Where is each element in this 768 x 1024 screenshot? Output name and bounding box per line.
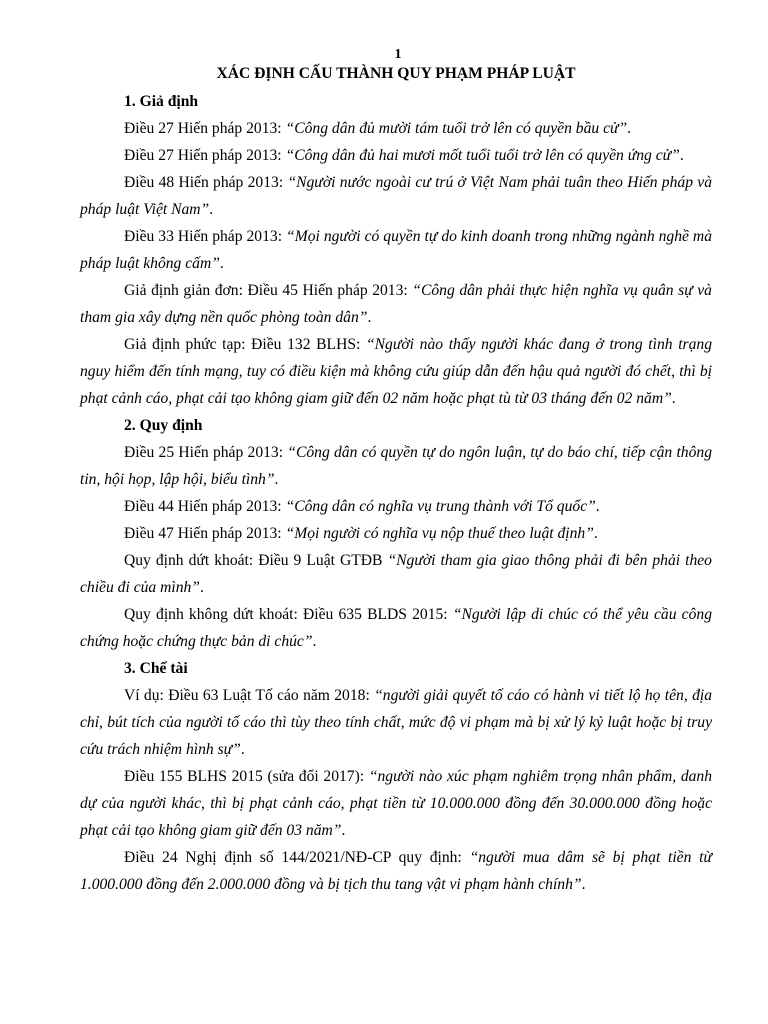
paragraph-quote: “Người tham gia giao thông phải đi bên phải theo chiều đi của mình” xyxy=(80,552,712,596)
paragraph-tail: . xyxy=(593,525,598,542)
paragraph-quote: “Mọi người có quyền tự do kinh doanh trong những ngành nghề mà pháp luật không cấm” xyxy=(80,228,712,272)
paragraph-quote: “Người nước ngoài cư trú ở Việt Nam phải tuân theo Hiến pháp và pháp luật Việt Nam” xyxy=(80,174,712,218)
paragraph-quote: “người giải quyết tố cáo có hành vi tiết lộ họ tên, địa chỉ, bút tích của người tố cáo thì tùy theo tính chất, mức độ vi phạm mà bị xử lý kỷ luật hoặc bị truy cứu trách nhiệm hình sự” xyxy=(80,687,712,758)
article-paragraph xyxy=(80,844,712,898)
paragraph-quote: “người mua dâm sẽ bị phạt tiền từ 1.000.000 đồng đến 2.000.000 đồng và bị tịch thu tang vật vi phạm hành chính” xyxy=(80,849,712,893)
section-quy-dinh xyxy=(80,412,712,655)
paragraph-lead: Điều 47 Hiến pháp 2013: xyxy=(124,525,286,542)
article-paragraph xyxy=(80,439,712,493)
paragraph-quote: “người nào xúc phạm nghiêm trọng nhân phẩm, danh dự của người khác, thì bị phạt cảnh cáo, phạt tiền từ 10.000.000 đồng đến 30.000.000 đồng hoặc phạt cải tạo không giam giữ đến 03 năm” xyxy=(80,768,713,839)
section-heading: 3. Chế tài xyxy=(124,660,188,677)
paragraph-lead: Quy định dứt khoát: Điều 9 Luật GTĐB xyxy=(124,552,388,569)
paragraph-quote: “Công dân đủ mười tám tuổi trở lên có quyền bầu cử” xyxy=(285,120,628,137)
paragraph-lead: Điều 27 Hiến pháp 2013: xyxy=(124,147,286,164)
paragraph-tail: . xyxy=(240,741,245,758)
paragraph-lead: Quy định không dứt khoát: Điều 635 BLDS 2015: xyxy=(124,606,453,623)
paragraph-quote: “Công dân đủ hai mươi mốt tuổi tuổi trở lên có quyền ứng cử” xyxy=(285,147,680,164)
paragraph-quote: “Công dân có quyền tự do ngôn luận, tự do báo chí, tiếp cận thông tin, hội họp, lập hội, biểu tình” xyxy=(80,444,712,488)
paragraph-quote: “Người nào thấy người khác đang ở trong tình trạng nguy hiểm đến tính mạng, tuy có điều kiện mà không cứu giúp dẫn đến hậu quả người đó chết, thì bị phạt cảnh cáo, phạt cải tạo không giam giữ đến 02 năm hoặc phạt tù từ 03 tháng đến 02 năm” xyxy=(80,336,712,407)
paragraph-tail: . xyxy=(312,633,317,650)
article-paragraph xyxy=(80,142,712,169)
paragraph-lead: Điều 24 Nghị định số 144/2021/NĐ-CP quy định: xyxy=(124,849,470,866)
paragraph-tail: . xyxy=(219,255,224,272)
section-che-tai xyxy=(80,655,712,898)
section-heading: 1. Giả định xyxy=(124,93,199,110)
paragraph-lead: Giả định giản đơn: Điều 45 Hiến pháp 2013: xyxy=(124,282,413,299)
article-paragraph xyxy=(80,682,712,763)
paragraph-tail: . xyxy=(581,876,586,893)
paragraph-lead: Giả định phức tạp: Điều 132 BLHS: xyxy=(124,336,366,353)
page-title: XÁC ĐỊNH CẤU THÀNH QUY PHẠM PHÁP LUẬT xyxy=(216,65,576,82)
paragraph-lead: Điều 44 Hiến pháp 2013: xyxy=(124,498,286,515)
article-paragraph xyxy=(80,277,712,331)
paragraph-lead: Điều 48 Hiến pháp 2013: xyxy=(124,174,288,191)
paragraph-tail: . xyxy=(367,309,372,326)
paragraph-lead: Điều 25 Hiến pháp 2013: xyxy=(124,444,288,461)
article-paragraph xyxy=(80,115,712,142)
paragraph-lead: Điều 27 Hiến pháp 2013: xyxy=(124,120,286,137)
article-paragraph xyxy=(80,520,712,547)
paragraph-quote: “Mọi người có nghĩa vụ nộp thuế theo luật định” xyxy=(285,525,594,542)
article-paragraph xyxy=(80,601,712,655)
article-paragraph xyxy=(80,223,712,277)
paragraph-tail: . xyxy=(671,390,676,407)
article-paragraph xyxy=(80,547,712,601)
paragraph-tail: . xyxy=(595,498,600,515)
article-paragraph xyxy=(80,493,712,520)
paragraph-tail: . xyxy=(274,471,279,488)
article-paragraph xyxy=(80,169,712,223)
paragraph-quote: “Công dân phải thực hiện nghĩa vụ quân sự và tham gia xây dựng nền quốc phòng toàn dân” xyxy=(80,282,712,326)
page-number: 1 xyxy=(394,47,402,62)
paragraph-tail: . xyxy=(209,201,214,218)
section-gia-dinh xyxy=(80,88,712,412)
document-page xyxy=(80,46,712,898)
paragraph-quote: “Công dân có nghĩa vụ trung thành với Tổ quốc” xyxy=(285,498,596,515)
paragraph-lead: Điều 33 Hiến pháp 2013: xyxy=(124,228,287,245)
article-paragraph xyxy=(80,331,712,412)
paragraph-tail: . xyxy=(199,579,204,596)
paragraph-tail: . xyxy=(679,147,684,164)
paragraph-quote: “Người lập di chúc có thể yêu cầu công chứng hoặc chứng thực bản di chúc” xyxy=(80,606,712,650)
paragraph-tail: . xyxy=(627,120,632,137)
section-heading: 2. Quy định xyxy=(124,417,203,434)
article-paragraph xyxy=(80,763,712,844)
paragraph-tail: . xyxy=(341,822,346,839)
paragraph-lead: Điều 155 BLHS 2015 (sửa đổi 2017): xyxy=(124,768,369,785)
paragraph-lead: Ví dụ: Điều 63 Luật Tố cáo năm 2018: xyxy=(124,687,375,704)
